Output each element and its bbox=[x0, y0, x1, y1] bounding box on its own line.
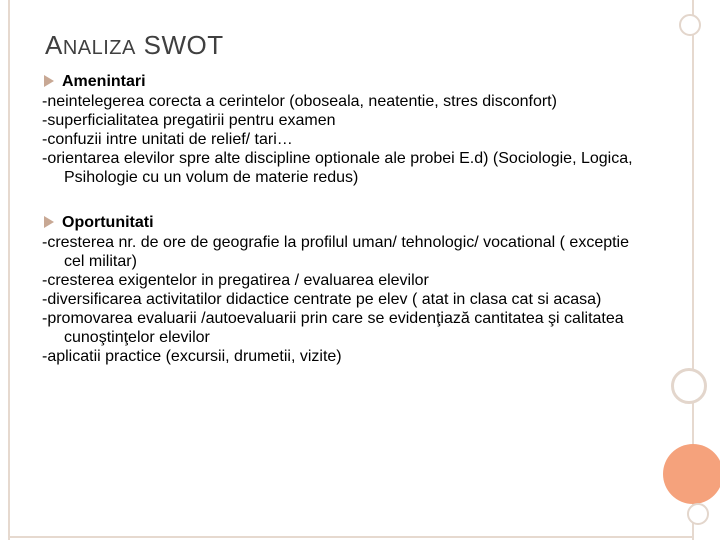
section-oportunitati bbox=[42, 211, 652, 366]
list-item: -orientarea elevilor spre alte discipline optionale ale probei E.d) (Sociologie, Logica, Psihologie cu un volum de materie redus) bbox=[42, 150, 633, 186]
list-item: -cresterea nr. de ore de geografie la profilul uman/ tehnologic/ vocational ( exceptie cel militar) bbox=[42, 234, 630, 270]
slide-title bbox=[45, 30, 224, 61]
list-item: -superficialitatea pregatirii pentru examen bbox=[42, 112, 336, 129]
list-item: -neintelegerea corecta a cerintelor (oboseala, neatentie, stres disconfort) bbox=[42, 93, 557, 110]
list-item: -cresterea exigentelor in pregatirea / evaluarea elevilor bbox=[42, 272, 429, 289]
section-heading-row bbox=[42, 70, 652, 92]
title-word-swot: SWOT bbox=[135, 30, 224, 60]
decor-circle-bottom bbox=[687, 503, 709, 525]
arrow-bullet-icon bbox=[44, 216, 54, 228]
section-heading: Oportunitati bbox=[62, 213, 154, 231]
arrow-bullet-icon bbox=[44, 75, 54, 87]
list-item: -aplicatii practice (excursii, drumetii, vizite) bbox=[42, 348, 342, 365]
decor-circle-top bbox=[679, 14, 701, 36]
section-amenintari bbox=[42, 70, 652, 187]
slide-content bbox=[42, 70, 652, 366]
decor-circle-accent bbox=[663, 444, 720, 504]
frame-line-left bbox=[8, 0, 10, 540]
list-item: -promovarea evaluarii /autoevaluarii prin care se evidenţiază cantitatea şi calitatea cunoştinţelor elevilor bbox=[42, 310, 624, 346]
frame-line-bottom bbox=[8, 536, 694, 538]
title-small-caps: NALIZA bbox=[62, 37, 136, 59]
list-item: -diversificarea activitatilor didactice centrate pe elev ( atat in clasa cat si acasa) bbox=[42, 291, 602, 308]
title-first-letter: A bbox=[45, 30, 63, 60]
list-item: -confuzii intre unitati de relief/ tari… bbox=[42, 131, 293, 148]
section-heading: Amenintari bbox=[62, 72, 146, 90]
section-heading-row bbox=[42, 211, 652, 233]
decor-circle-mid bbox=[671, 368, 707, 404]
